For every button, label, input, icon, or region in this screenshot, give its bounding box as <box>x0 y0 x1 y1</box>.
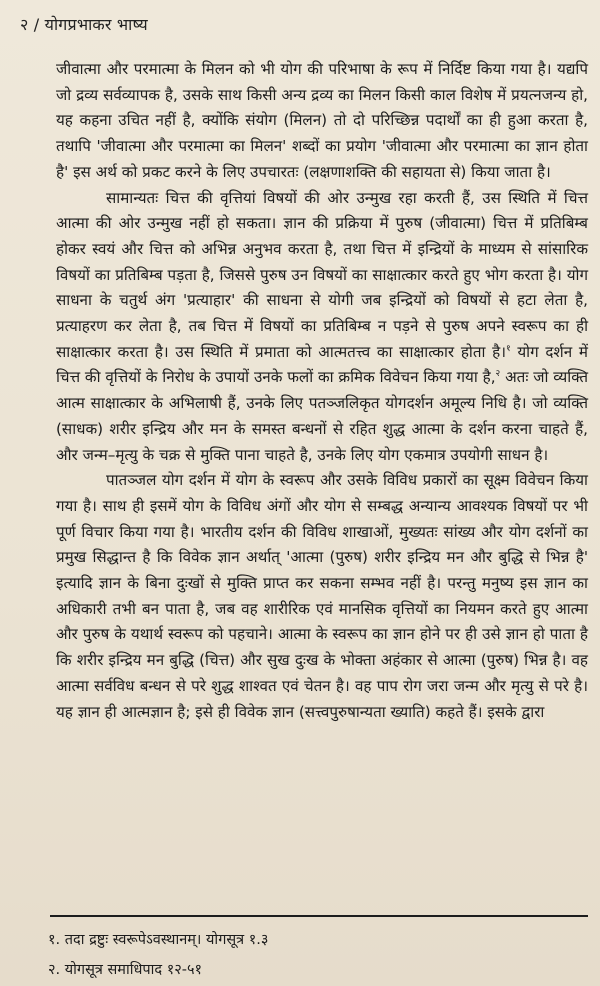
footnote-ref-1: १ <box>505 343 511 354</box>
footnote-divider <box>50 915 588 917</box>
running-head: २ / योगप्रभाकर भाष्य <box>20 15 148 34</box>
paragraph-1-text: जीवात्मा और परमात्मा के मिलन को भी योग की परिभाषा के रूप में निर्दिष्ट किया गया है। यद्यपि जो द्रव्य सर्वव्यापक है, उसके साथ किसी अन्य द्रव्य का मिलन किसी काल विशेष में प्रयत्नजन्य हो, यह कहना उचित नहीं है, क्योंकि संयोग (मिलन) तो दो परिच्छिन्न पदार्थों का ही हुआ करता है, तथापि 'जीवात्मा और परमात्मा का मिलन' शब्दों का प्रयोग 'जीवात्मा और परमात्मा का ज्ञान होता है' इस अर्थ को प्रकट करने के लिए उपचारतः (लक्षणाशक्ति की सहायता से) किया जाता है। <box>56 60 588 181</box>
footnote-1: १. तदा द्रष्टुः स्वरूपेऽवस्थानम्। योगसूत्र १.३ <box>48 932 269 948</box>
footnotes <box>48 925 588 985</box>
paragraph-2-text: सामान्यतः चित्त की वृत्तियां विषयों की ओर उन्मुख रहा करती हैं, उस स्थिति में चित्त आत्मा की ओर उन्मुख नहीं हो सकता। ज्ञान की प्रक्रिया में पुरुष (जीवात्मा) चित्त में प्रतिबिम्ब होकर स्वयं और चित्त को अभिन्न अनुभव करता है, तथा चित्त में इन्द्रियों के माध्यम से सांसारिक विषयों का प्रतिबिम्ब पड़ता है, जिससे पुरुष उन विषयों का साक्षात्कार करते हुए भोग करता है। योग साधना के चतुर्थ अंग 'प्रत्याहार' की साधना से योगी जब इन्द्रियों को विषयों से हटा लेता है, प्रत्याहरण कर लेता है, तब चित्त में विषयों का प्रतिबिम्ब न पड़ने से पुरुष अपने स्वरूप का ही साक्षात्कार करता है। उस स्थिति में प्रमाता को आत्मतत्त्व का साक्षात्कार होता है। <box>56 188 588 361</box>
paragraph-2 <box>56 186 588 469</box>
footnote-2: २. योगसूत्र समाधिपाद १२-५१ <box>48 962 203 978</box>
footnote-ref-2: २ <box>495 369 501 380</box>
paragraph-2-text-c: अतः जो व्यक्ति आत्म साक्षात्कार के अभिलाषी हैं, उनके लिए पतञ्जलिकृत योगदर्शन अमूल्य निधि है। जो व्यक्ति (साधक) शरीर इन्द्रिय और मन के समस्त बन्धनों से रहित शुद्ध आत्मा के दर्शन करना चाहते हैं, और जन्म–मृत्यु के चक्र से मुक्ति पाना चाहते है, उनके लिए योग एकमात्र उपयोगी साधन है। <box>56 368 589 464</box>
paragraph-3 <box>56 468 588 725</box>
paragraph-3-text: पातञ्जल योग दर्शन में योग के स्वरूप और उसके विविध प्रकारों का सूक्ष्म विवेचन किया गया है। साथ ही इसमें योग के विविध अंगों और योग से सम्बद्ध अन्यान्य आवश्यक विषयों पर भी पूर्ण विचार किया गया है। भारतीय दर्शन की विविध शाखाओं, मुख्यतः सांख्य और योग दर्शनों का प्रमुख सिद्धान्त है कि विवेक ज्ञान अर्थात् 'आत्मा (पुरुष) शरीर इन्द्रिय मन और बुद्धि से भिन्न है' इत्यादि ज्ञान के बिना दुःखों से मुक्ति प्राप्त कर सकना सम्भव नहीं है। परन्तु मनुष्य इस ज्ञान का अधिकारी तभी बन पाता है, जब वह शारीरिक एवं मानसिक वृत्तियों का नियमन करते हुए आत्मा और पुरुष के यथार्थ स्वरूप को पहचाने। आत्मा के स्वरूप का ज्ञान होने पर ही उसे ज्ञान हो पाता है कि शरीर इन्द्रिय मन बुद्धि (चित्त) और सुख दुःख के भोक्ता अहंकार से आत्मा (पुरुष) भिन्न है। वह आत्मा सर्वविध बन्धन से परे शुद्ध शाश्वत एवं चेतन है। वह पाप रोग जरा जन्म और मृत्यु से परे है। यह ज्ञान ही आत्मज्ञान है; इसे ही विवेक ज्ञान (सत्त्वपुरुषान्यता ख्याति) कहते हैं। इसके द्वारा <box>56 471 588 721</box>
paragraph-1 <box>56 57 588 186</box>
body-text <box>56 57 588 725</box>
paragraph-2-text-b: योग दर्शन में चित्त की वृत्तियों के निरोध के उपायों उनके फलों का क्रमिक विवेचन किया गया है, <box>56 342 588 387</box>
